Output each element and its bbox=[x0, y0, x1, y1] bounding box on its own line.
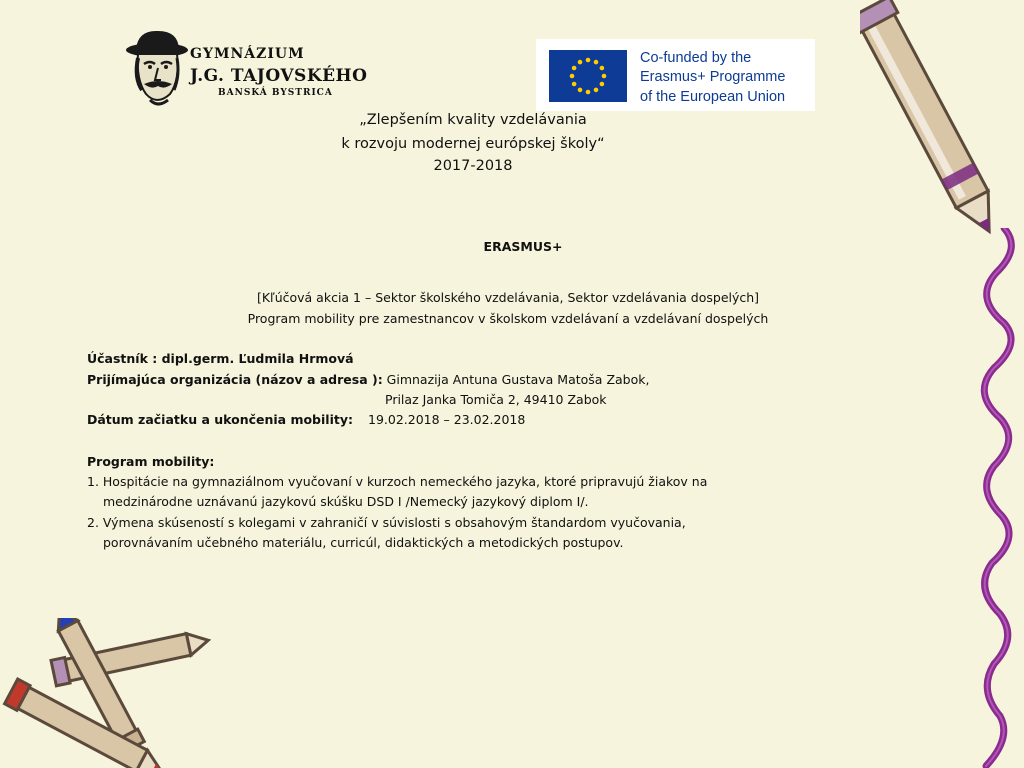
purple-squiggle-line-icon bbox=[964, 228, 1024, 768]
logo-line-2: J.G. TAJOVSKÉHO bbox=[190, 66, 368, 86]
eu-stars-icon bbox=[549, 50, 627, 102]
dates-value: 19.02.2018 – 23.02.2018 bbox=[368, 412, 526, 427]
school-founder-portrait-icon bbox=[124, 28, 190, 112]
school-logo bbox=[124, 28, 368, 112]
organization-name: Gimnazija Antuna Gustava Matoša Zabok, bbox=[382, 372, 650, 387]
eu-banner-line-3: of the European Union bbox=[640, 89, 786, 105]
program-label: Program mobility: bbox=[87, 454, 215, 469]
logo-line-1: GYMNÁZIUM bbox=[190, 46, 305, 62]
program-item-2-continued: porovnávaním učebného materiálu, curricúl, didaktických a metodických postupov. bbox=[103, 535, 624, 550]
organization-label: Prijímajúca organizácia (názov a adresa ): bbox=[87, 372, 383, 387]
logo-line-3: BANSKÁ BYSTRICA bbox=[218, 88, 333, 98]
key-action-line: [Kľúčová akcia 1 – Sektor školského vzdelávania, Sektor vzdelávania dospelých] bbox=[256, 290, 760, 305]
pencil-top-right-icon bbox=[860, 0, 1000, 250]
crossed-pencils-icon bbox=[0, 618, 220, 768]
organization-row bbox=[87, 372, 649, 387]
erasmus-cofunded-banner bbox=[536, 39, 815, 111]
project-title-line-2: k rozvoju modernej európskej školy“ bbox=[341, 136, 605, 152]
eu-banner-line-1: Co-funded by the bbox=[640, 50, 752, 66]
project-title-line-1: „Zlepšením kvality vzdelávania bbox=[359, 112, 587, 128]
participant-row: Účastník : dipl.germ. Ľudmila Hrmová bbox=[87, 351, 354, 366]
erasmus-heading: ERASMUS+ bbox=[483, 239, 563, 254]
program-item-1-continued: medzinárodne uznávanú jazykovú skúšku DSD I /Nemecký jazykový diplom I/. bbox=[103, 494, 589, 509]
dates-label: Dátum začiatku a ukončenia mobility: bbox=[87, 412, 353, 427]
project-years: 2017-2018 bbox=[433, 158, 513, 174]
program-item-2: 2. Výmena skúseností s kolegami v zahraničí v súvislosti s obsahovým štandardom vyučovania, bbox=[87, 515, 686, 530]
program-description-line: Program mobility pre zamestnancov v školskom vzdelávaní a vzdelávaní dospelých bbox=[247, 311, 769, 326]
eu-banner-line-2: Erasmus+ Programme bbox=[640, 69, 786, 85]
organization-address: Prilaz Janka Tomiča 2, 49410 Zabok bbox=[385, 392, 607, 407]
program-item-1: 1. Hospitácie na gymnaziálnom vyučovaní v kurzoch nemeckého jazyka, ktoré pripravujú žiakov na bbox=[87, 474, 708, 489]
eu-flag-icon bbox=[549, 50, 627, 102]
